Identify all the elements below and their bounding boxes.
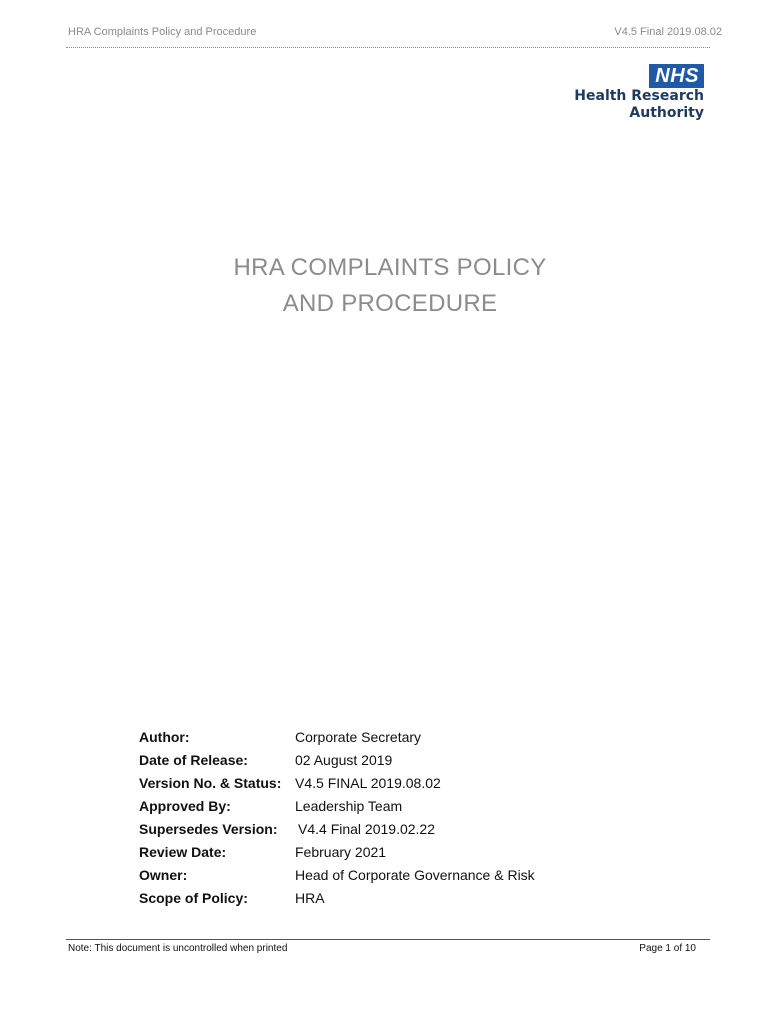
footer-note: Note: This document is uncontrolled when printed	[68, 943, 288, 954]
meta-row-author	[139, 726, 535, 749]
document-title	[150, 250, 630, 322]
meta-value: Leadership Team	[295, 798, 403, 814]
meta-value: V4.4 Final 2019.02.22	[298, 821, 435, 837]
meta-label: Supersedes Version:	[139, 821, 278, 837]
meta-value: Corporate Secretary	[295, 729, 422, 745]
meta-label: Version No. & Status:	[139, 775, 282, 791]
meta-row-owner	[139, 864, 535, 887]
meta-row-date-of-release	[139, 749, 535, 772]
meta-label: Scope of Policy:	[139, 890, 248, 906]
meta-label: Approved By:	[139, 798, 231, 814]
meta-row-supersedes-version	[139, 818, 535, 841]
logo-line-2: Authority	[629, 105, 704, 121]
meta-value: 02 August 2019	[295, 752, 393, 768]
meta-label: Owner:	[139, 867, 188, 883]
meta-row-version-status	[139, 772, 535, 795]
title-line-2: AND PROCEDURE	[282, 290, 498, 317]
meta-label: Date of Release:	[139, 752, 248, 768]
meta-row-approved-by	[139, 795, 535, 818]
meta-value: V4.5 FINAL 2019.08.02	[295, 775, 441, 791]
meta-row-review-date	[139, 841, 535, 864]
header-divider	[66, 47, 710, 48]
nhs-hra-logo	[574, 64, 704, 122]
meta-value: Head of Corporate Governance & Risk	[295, 867, 535, 883]
document-metadata	[139, 726, 535, 910]
meta-value: HRA	[295, 890, 325, 906]
meta-row-scope-of-policy	[139, 887, 535, 910]
meta-label: Review Date:	[139, 844, 227, 860]
logo-line-1: Health Research	[574, 88, 704, 104]
footer-divider	[66, 939, 710, 940]
meta-label: Author:	[139, 729, 190, 745]
page-number: Page 1 of 10	[639, 943, 696, 954]
title-line-1: HRA COMPLAINTS POLICY	[233, 254, 547, 281]
header-version: V4.5 Final 2019.08.02	[614, 26, 722, 38]
nhs-logo-mark: NHS	[649, 64, 704, 88]
meta-value: February 2021	[295, 844, 387, 860]
header-doc-title: HRA Complaints Policy and Procedure	[68, 26, 257, 38]
